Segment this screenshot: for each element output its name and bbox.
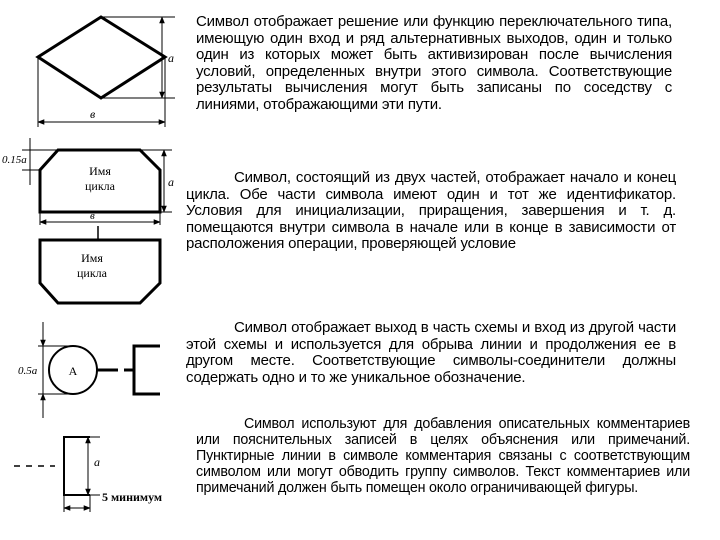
decision-figure bbox=[38, 17, 175, 127]
loop-description: Символ, состоящий из двух частей, отображает начало и конец цикла. Обе части символа имеют один и тот же идентификатор. Условия для инициализации, приращения, завершения и т. д. помещаются внутри символа в начале или в конце в зависимости от расположения операции, проверяющей условие bbox=[186, 169, 676, 252]
comment-bracket bbox=[64, 437, 90, 495]
loop-start-label-line2: цикла bbox=[85, 179, 115, 193]
comment-figure bbox=[14, 437, 162, 512]
loop-height-label: а bbox=[168, 175, 174, 189]
decision-diamond bbox=[38, 17, 165, 98]
loop-figure bbox=[2, 138, 174, 303]
decision-height-label: a bbox=[168, 51, 174, 65]
loop-end-label-line2: цикла bbox=[77, 266, 107, 280]
connector-figure bbox=[18, 322, 160, 418]
loop-corner-label: 0.15а bbox=[2, 154, 27, 166]
loop-width-label: в bbox=[90, 210, 95, 222]
connector-dim-label: 0.5а bbox=[18, 365, 38, 377]
comment-height-label: а bbox=[94, 455, 100, 469]
loop-end-label-line1: Имя bbox=[81, 251, 103, 265]
comment-description: Символ используют для добавления описательных комментариев или пояснительных записей в целях объяснения или примечаний. Пунктирные линии в символе комментария связаны с соответствующим символом или могут обводить группу символов. Текст комментариев или примечаний должен быть помещен около ограничивающей фигуры. bbox=[196, 416, 690, 496]
comment-min-label: 5 минимум bbox=[102, 490, 163, 504]
loop-start-label-line1: Имя bbox=[89, 164, 111, 178]
connector-description: Символ отображает выход в часть схемы и вход из другой части этой схемы и используется для обрыва линии и продолжения ее в другом месте. Соответствующие символы-соединители должны содержать одно и то же уникальное обозначение. bbox=[186, 319, 676, 386]
connector-break-bracket bbox=[134, 346, 160, 394]
connector-circle-label: А bbox=[68, 364, 78, 378]
decision-description: Символ отображает решение или функцию переключательного типа, имеющую один вход и ряд альтернативных выходов, один и только один из которых может быть активизирован после вычисления условий, определенных внутри этого символа. Соответствующие результаты вычисления могут быть записаны по соседству с линиями, отображающими эти пути. bbox=[196, 13, 672, 113]
decision-width-label: в bbox=[90, 107, 96, 121]
